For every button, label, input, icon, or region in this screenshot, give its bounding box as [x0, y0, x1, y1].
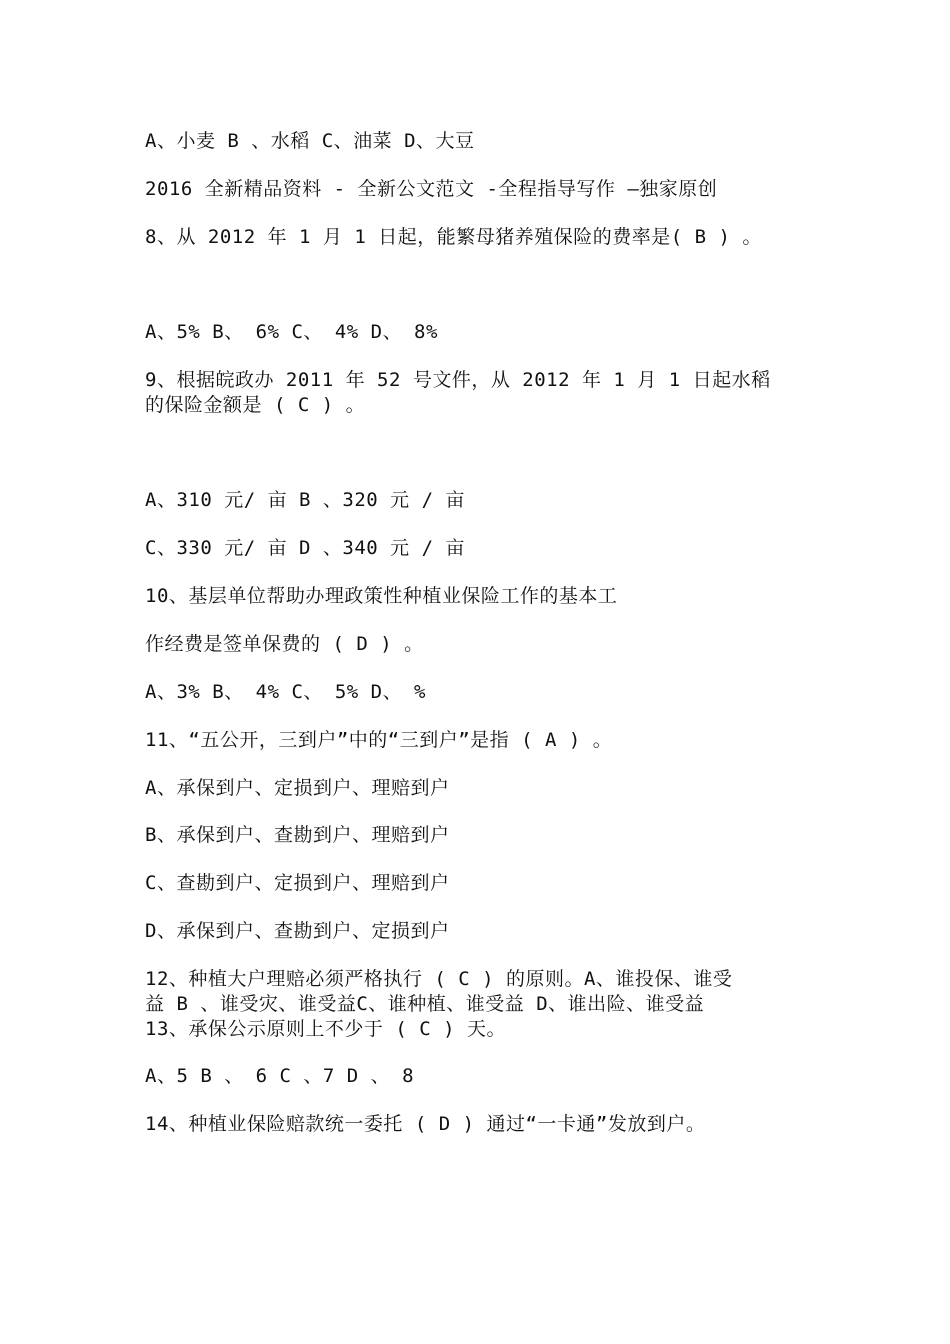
question-10-line-2: 作经费是签单保费的 ( D ) 。: [145, 633, 424, 655]
q8-options: A、5% B、 6% C、 4% D、 8%: [145, 321, 438, 343]
q11-option-d: D、承保到户、查勘到户、定损到户: [145, 920, 450, 942]
question-12-line-1: 12、种植大户理赔必须严格执行 ( C ) 的原则。A、谁投保、谁受: [145, 968, 733, 990]
question-8: 8、从 2012 年 1 月 1 日起，能繁母猪养殖保险的费率是( B ) 。: [145, 226, 762, 248]
question-14: 14、种植业保险赔款统一委托 ( D ) 通过“一卡通”发放到户。: [145, 1113, 706, 1135]
question-9-line-1: 9、根据皖政办 2011 年 52 号文件，从 2012 年 1 月 1 日起水稻: [145, 369, 771, 391]
promo-line: 2016 全新精品资料 - 全新公文范文 -全程指导写作 –独家原创: [145, 178, 718, 200]
q11-option-c: C、查勘到户、定损到户、理赔到户: [145, 872, 450, 894]
question-13: 13、承保公示原则上不少于 ( C ) 天。: [145, 1018, 506, 1040]
q9-options-ab: A、310 元/ 亩 B 、320 元 / 亩: [145, 489, 465, 511]
q11-option-b: B、承保到户、查勘到户、理赔到户: [145, 824, 450, 846]
q11-option-a: A、承保到户、定损到户、理赔到户: [145, 777, 450, 799]
q9-options-cd: C、330 元/ 亩 D 、340 元 / 亩: [145, 537, 465, 559]
q10-options: A、3% B、 4% C、 5% D、 %: [145, 681, 426, 703]
question-11: 11、“五公开，三到户”中的“三到户”是指 ( A ) 。: [145, 729, 613, 751]
q13-options: A、5 B 、 6 C 、7 D 、 8: [145, 1065, 415, 1087]
question-9-line-2: 的保险金额是 ( C ) 。: [145, 394, 366, 416]
question-12-line-2: 益 B 、谁受灾、谁受益C、谁种植、谁受益 D、谁出险、谁受益: [145, 993, 705, 1015]
q7-options: A、小麦 B 、水稻 C、油菜 D、大豆: [145, 130, 475, 152]
question-10-line-1: 10、基层单位帮助办理政策性种植业保险工作的基本工: [145, 585, 618, 607]
